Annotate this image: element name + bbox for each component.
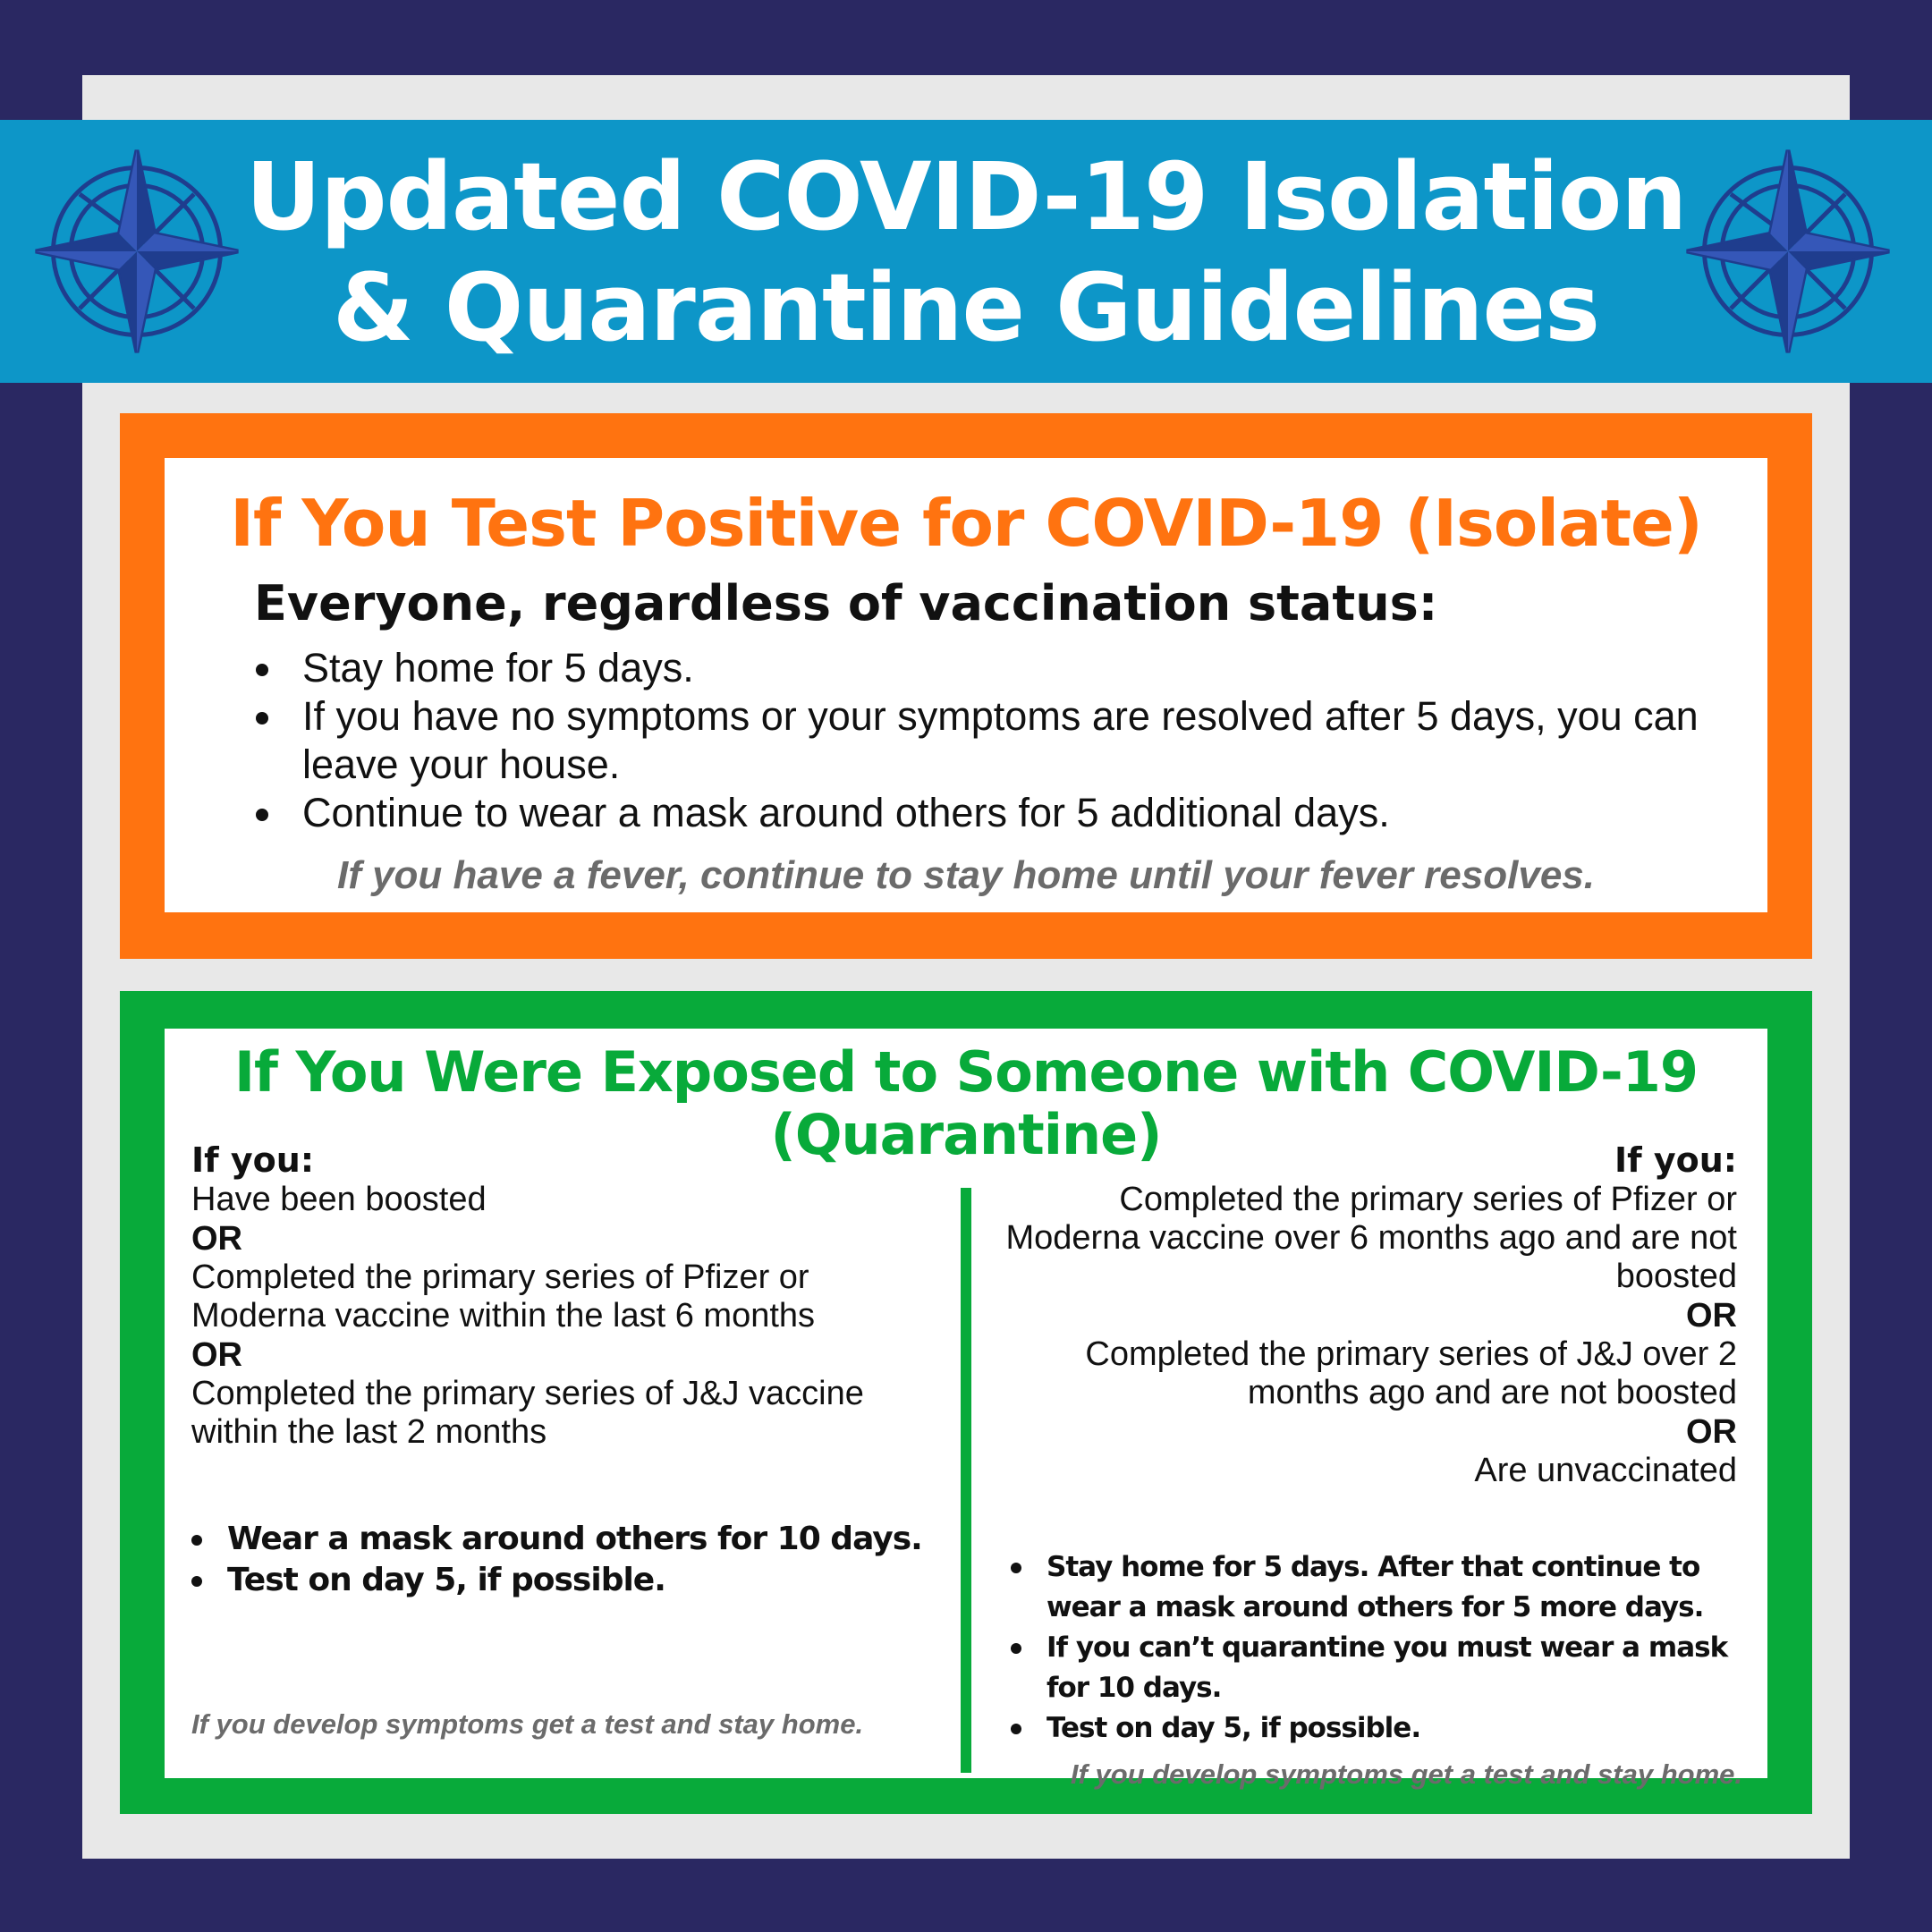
if-you-label: If you:	[1614, 1140, 1737, 1180]
quarantine-heading-line1: If You Were Exposed to Someone with COVID-19	[233, 1039, 1699, 1105]
list-item: Continue to wear a mask around others for 5 additional days.	[254, 789, 1721, 837]
isolation-bullet-list	[254, 644, 1721, 837]
quarantine-card	[165, 1029, 1767, 1790]
isolation-card	[165, 458, 1767, 912]
quarantine-right-bullet-list	[1011, 1547, 1753, 1749]
list-item: Stay home for 5 days. After that continue to wear a mask around others for 5 more days.	[1011, 1547, 1753, 1628]
or-separator: OR	[1686, 1297, 1737, 1335]
list-item: If you have no symptoms or your symptoms are resolved after 5 days, you can leave your house.	[254, 692, 1721, 789]
quarantine-left-column	[191, 1140, 943, 1452]
page-title-line1: Updated COVID-19 Isolation	[245, 142, 1687, 251]
quarantine-right-note: If you develop symptoms get a test and stay home.	[1070, 1758, 1742, 1790]
quarantine-heading-line2: (Quarantine)	[770, 1102, 1162, 1167]
isolation-fever-note: If you have a fever, continue to stay home until your fever resolves.	[336, 853, 1595, 897]
quarantine-right-column	[987, 1140, 1737, 1490]
list-item: Wear a mask around others for 10 days.	[191, 1519, 952, 1560]
if-you-label: If you:	[191, 1140, 315, 1180]
page-title	[215, 141, 1717, 363]
quarantine-left-note: If you develop symptoms get a test and stay home.	[191, 1708, 864, 1740]
or-separator: OR	[191, 1336, 242, 1374]
quarantine-left-bullet-list	[191, 1519, 952, 1601]
list-item: Stay home for 5 days.	[254, 644, 1721, 692]
criteria-item: Completed the primary series of Pfizer or Moderna vaccine over 6 months ago and are not boosted	[1005, 1181, 1737, 1295]
isolation-heading: If You Test Positive for COVID-19 (Isolate)	[230, 486, 1702, 561]
column-divider	[961, 1188, 971, 1773]
criteria-item: Are unvaccinated	[1474, 1452, 1737, 1489]
page-title-line2: & Quarantine Guidelines	[333, 253, 1599, 362]
list-item: If you can’t quarantine you must wear a mask for 10 days.	[1011, 1628, 1753, 1708]
criteria-item: Have been boosted	[191, 1181, 487, 1218]
quarantine-section	[120, 991, 1812, 1814]
isolation-section	[120, 413, 1812, 959]
criteria-item: Completed the primary series of Pfizer or Moderna vaccine within the last 6 months	[191, 1258, 816, 1335]
list-item: Test on day 5, if possible.	[1011, 1708, 1753, 1749]
or-separator: OR	[1686, 1413, 1737, 1451]
or-separator: OR	[191, 1220, 242, 1258]
criteria-item: Completed the primary series of J&J vaccine within the last 2 months	[191, 1375, 864, 1451]
list-item: Test on day 5, if possible.	[191, 1560, 952, 1601]
criteria-item: Completed the primary series of J&J over 2 months ago and are not boosted	[1085, 1335, 1737, 1411]
isolation-subheading: Everyone, regardless of vaccination status:	[254, 575, 1438, 631]
